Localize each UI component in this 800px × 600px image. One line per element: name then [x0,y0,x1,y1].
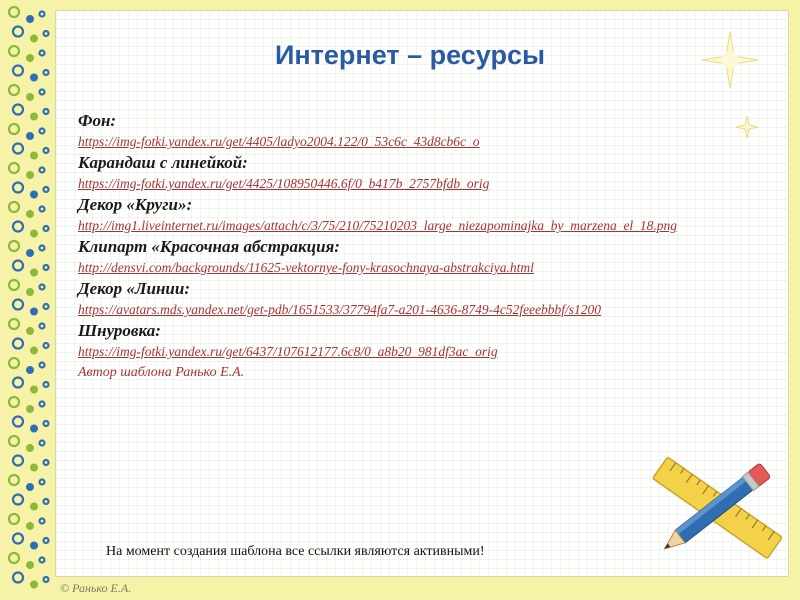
bead [13,495,23,505]
resource-link[interactable]: http://img1.liveinternet.ru/images/attach/c/3/75/210/75210203_large_niezapominajka_by_marzena_el_18.png [78,218,678,233]
bead [9,397,19,407]
bead [31,74,38,81]
bead [40,12,45,17]
resource-label: Декор «Линии: [78,279,191,298]
bead [27,94,34,101]
bead [44,421,49,426]
resource-list [78,110,683,383]
bead [40,90,45,95]
bead [44,148,49,153]
bead [9,163,19,173]
bead [31,347,38,354]
bead [9,280,19,290]
bead [27,289,34,296]
bead [9,7,19,17]
list-item [78,320,683,362]
list-item [78,278,683,320]
bead [27,445,34,452]
list-item [78,194,683,236]
resource-label: Клипарт «Красочная абстракция: [78,237,340,256]
bead [13,534,23,544]
bead [40,168,45,173]
resource-label: Декор «Круги»: [78,195,193,214]
bead [27,328,34,335]
bead [40,285,45,290]
bead [44,382,49,387]
bead [13,144,23,154]
bead [13,417,23,427]
bead [31,503,38,510]
bead [9,124,19,134]
bead [27,16,34,23]
bead [31,542,38,549]
bead [44,304,49,309]
bead [27,250,34,257]
bead [40,207,45,212]
bead [9,319,19,329]
list-item [78,362,683,383]
bead [13,378,23,388]
bead [13,27,23,37]
resource-link[interactable]: https://img-fotki.yandex.ru/get/4405/ladyo2004.122/0_53c6c_43d8cb6c_o [78,134,480,149]
resource-link[interactable]: https://img-fotki.yandex.ru/get/4425/108950446.6f/0_b417b_2757bfdb_orig [78,176,490,191]
list-item [78,236,683,278]
bead [40,558,45,563]
bead [31,425,38,432]
author-credit: Автор шаблона Ранько Е.А. [78,365,245,380]
bead [9,85,19,95]
bead [40,480,45,485]
bead [13,105,23,115]
decorative-beads [0,0,55,600]
bead [27,172,34,179]
bead [44,226,49,231]
bead [13,300,23,310]
bead [44,538,49,543]
list-item [78,110,683,152]
bead [31,308,38,315]
bead [27,484,34,491]
bead [9,436,19,446]
bead [9,514,19,524]
resource-link[interactable]: https://avatars.mds.yandex.net/get-pdb/1651533/37794fa7-a201-4636-8749-4c52feeebbbf/s1200 [78,302,602,317]
bead [40,324,45,329]
bead [44,343,49,348]
sparkle-icon-small [735,115,759,139]
bead [31,269,38,276]
bead [40,402,45,407]
resource-label: Фон: [78,111,117,130]
resource-link[interactable]: http://densvi.com/backgrounds/11625-vektornye-fony-krasochnaya-abstrakciya.html [78,260,534,275]
bead [44,460,49,465]
bead [27,367,34,374]
bead [40,441,45,446]
bead [44,31,49,36]
bead [31,386,38,393]
bead [13,573,23,583]
bead [31,152,38,159]
bead [40,129,45,134]
bead [9,475,19,485]
bead [40,519,45,524]
resource-label: Карандаш с линейкой: [78,153,248,172]
bead [13,183,23,193]
bead [13,339,23,349]
list-item [78,152,683,194]
copyright-text: © Ранько Е.А. [60,581,132,595]
bead [31,581,38,588]
bead [40,363,45,368]
bead [44,499,49,504]
bead [27,133,34,140]
bead [27,562,34,569]
bead [40,246,45,251]
bead [13,456,23,466]
bead [9,202,19,212]
pencil-ruler-icon [640,445,795,570]
bead [44,109,49,114]
bead [27,211,34,218]
bead [44,187,49,192]
bead [31,230,38,237]
bead [44,577,49,582]
bead [31,113,38,120]
bead [31,191,38,198]
bead [9,241,19,251]
bead [13,222,23,232]
bead [27,523,34,530]
resource-label: Шнуровка: [78,321,161,340]
bead [27,406,34,413]
bead [31,464,38,471]
bead [9,553,19,563]
bead [44,265,49,270]
bead [9,358,19,368]
resource-link[interactable]: https://img-fotki.yandex.ru/get/6437/107612177.6c8/0_a8b20_981df3ac_orig [78,344,498,359]
bead [13,261,23,271]
footer-note: На момент создания шаблона все ссылки являются активными! [106,544,485,559]
page-title: Интернет – ресурсы [274,40,546,70]
